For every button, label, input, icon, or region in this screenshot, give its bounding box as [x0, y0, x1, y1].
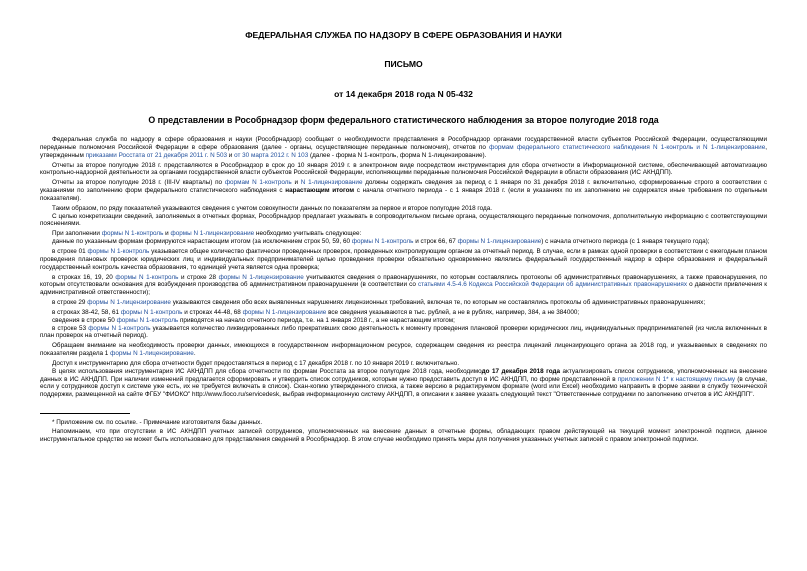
paragraph-2: Отчеты за второе полугодие 2018 г. представляются в Рособрнадзор в срок до 10 января 2019 г. в электронном виде посредством инструментария для сбора отчетности в Информационной системе, обеспечивающей автоматизацию контрольно-надзорной деятельности за органами государственной власти субъектов Российской Федерации, исполняющими переданные полномочия Российской Федерации в области образования (ИС АКНДПП). — [40, 161, 767, 177]
bold-cumulative: нарастающим итогом — [285, 187, 355, 195]
link-form-1-control[interactable]: формы N 1-контроль — [116, 316, 179, 324]
paragraph-8: в строке 01 формы N 1-контроль указывается общее количество фактически проведенных проверок, проведенных контролирующим органом за отчетный период. В случае, если в рамках одной проверки в соответствии с ежегодным планом проведения плановых проверок юридических лиц и индивидуальных предпринимателей целью проведения проверки обязательно одновременно являлись федеральный государственный надзор в сфере образования и федеральный государственный контроль качества образования, то единицей учета является одна проверка; — [40, 247, 767, 271]
link-form-1-control[interactable]: формы N 1-контроль — [351, 238, 414, 246]
link-form-1-licensing[interactable]: формы N 1-лицензирование — [170, 230, 255, 238]
footnote-1: * Приложение см. по ссылке. - Примечание изготовителя базы данных. — [52, 419, 263, 427]
paragraph-4: Таким образом, по ряду показателей указываются сведения с учетом совокупности данных по показателям за первое и второе полугодие 2018 года. — [52, 204, 492, 212]
paragraph-12: сведения в строке 50 формы N 1-контроль приводятся на начало отчетного периода, т.е. на 1 января 2018 г., а не нарастающим итогом; — [52, 316, 455, 324]
link-form-1-control[interactable]: формам N 1-контроль — [224, 179, 292, 187]
link-form-1-control[interactable]: формы N 1-контроль — [87, 247, 150, 255]
paragraph-10: в строке 29 формы N 1-лицензирование указываются сведения обо всех выявленных нарушениях лицензионных требований, включая те, по которым не составлялись протоколы об административных правонарушениях; — [52, 299, 706, 307]
paragraph-16: В целях использования инструментария ИС АКНДПП для сбора отчетности по формам Росстата за второе полугодие 2018 года, необходимодо 17 декабря 2018 года актуализировать список сотрудников, уполномоченных на внесение данных в ИС АКНДПП. При наличии изменений предлагается сформировать и утвердить список сотрудников, которым нужно предоставить доступ в ИС АКНДПП, по форме представленной в приложении N 1* к настоящему письму (в случае, если у сотрудников доступ к системе уже есть, их не требуется включать в список). Скан-копию утвержденного списка, а также версию в редактируемом формате (word или Excel) необходимо направить в форме заявки в службу технической поддержки, размещенной на сайте ФГБУ "ФИОКО" http://www.fioco.ru/servicedesk, выбрав информационную систему АКНДПП, в описании к заявке указать следующий текст "Ответственные сотрудники по заполнению отчетов в ИС АКНДПП". — [40, 367, 767, 399]
link-appendix-1[interactable]: приложении N 1* к настоящему письму — [617, 375, 736, 383]
link-form-1-control[interactable]: формы N 1-контроль — [101, 230, 164, 238]
link-koap-articles[interactable]: статьями 4.5-4.6 Кодекса Российской Федерации об административных правонарушениях — [417, 281, 688, 289]
letter-body — [40, 136, 767, 399]
footnote-2: Напоминаем, что при отсутствии в ИС АКНДПП учетных записей сотрудников, уполномоченных на внесение данных в отчетные формы, обладающих правом действующей на текущий момент электронной подписи, данное инструментальное средство не может быть использовано для представления сведений в Рособрнадзор. В этом случае необходимо принять меры для получения указанных учетных записей с правом электронной подписи. — [40, 428, 767, 443]
paragraph-15: Доступ к инструментарию для сбора отчетности будет предоставляться в период с 17 декабря 2018 г. по 10 января 2019 г. включительно. — [52, 359, 460, 367]
paragraph-1: Федеральная служба по надзору в сфере образования и науки (Рособрнадзор) сообщает о необходимости представления в Рособрнадзор органами государственной власти субъектов Российской Федерации, осуществляющими переданные полномочия Российской Федерации в сфере образования (далее - органы, осуществляющие переданные полномочия), отчетов по формам федерального статистического наблюдения N 1-контроль и N 1-лицензирование, утвержденным приказами Росстата от 21 декабря 2011 г. N 503 и от 30 марта 2012 г. N 103 (далее - форма N 1-контроль, форма N 1-лицензирование). — [40, 136, 767, 159]
link-rosstat-order-503[interactable]: приказами Росстата от 21 декабря 2011 г. N 503 — [85, 151, 227, 159]
link-forms-statistical[interactable]: формам федерального статистического наблюдения N 1-контроль и N 1-лицензирование — [489, 143, 766, 151]
link-form-1-licensing[interactable]: формы N 1-лицензирование — [110, 350, 194, 358]
agency-name: ФЕДЕРАЛЬНАЯ СЛУЖБА ПО НАДЗОРУ В СФЕРЕ ОБРАЗОВАНИЯ И НАУКИ — [245, 30, 562, 40]
bold-deadline: до 17 декабря 2018 года — [481, 367, 561, 375]
paragraph-5: С целью конкретизации сведений, заполняемых в отчетных формах, Рособрнадзор предлагает указывать в сопроводительном письме органа, осуществляющего переданные полномочия, дополнительную информацию с соответствующими пояснениями. — [40, 212, 767, 228]
paragraph-11: в строках 38-42, 58, 61 формы N 1-контроль и строках 44-48, 68 формы N 1-лицензирование все сведения указываются в тыс. рублей, а не в рублях, например, 384, а не 384000; — [52, 308, 580, 316]
link-form-1-control[interactable]: формы N 1-контроль — [120, 308, 183, 316]
doc-type: ПИСЬМО — [384, 59, 423, 69]
link-form-1-control[interactable]: формы N 1-контроль — [88, 324, 151, 332]
footnote-divider — [40, 413, 130, 414]
link-form-1-licensing[interactable]: N 1-лицензирование — [300, 179, 363, 187]
doc-subject: О представлении в Рособрнадзор форм федерального статистического наблюдения за второе полугодие 2018 года — [148, 115, 659, 125]
link-form-1-licensing[interactable]: формы N 1-лицензирование — [218, 273, 304, 281]
link-form-1-licensing[interactable]: формы N 1-лицензирование — [242, 308, 327, 316]
paragraph-9: в строках 16, 19, 20 формы N 1-контроль и строке 28 формы N 1-лицензирование учитываются сведения о правонарушениях, по которым составлялись протоколы об административных правонарушениях, а также правонарушения, по которым отсутствовали основания для возбуждения производства об административном правонарушении (в соответствии со статьями 4.5-4.6 Кодекса Российской Федерации об административных правонарушениях о давности привлечения к административной ответственности); — [40, 273, 767, 297]
link-form-1-licensing[interactable]: формы N 1-лицензирование — [457, 238, 542, 246]
link-form-1-control[interactable]: формы N 1-контроль — [115, 273, 179, 281]
paragraph-13: в строке 53 формы N 1-контроль указывается количество ликвидированных либо прекративших свою деятельность к моменту проведения плановой проверки юридических лиц, индивидуальных предпринимателей (из числа включенных в план проверок на отчетный период). — [40, 324, 767, 340]
doc-date-number: от 14 декабря 2018 года N 05-432 — [334, 89, 473, 99]
link-rosstat-order-103[interactable]: от 30 марта 2012 г. N 103 — [234, 151, 309, 159]
link-form-1-licensing[interactable]: формы N 1-лицензирование — [87, 299, 171, 307]
footnotes — [40, 419, 767, 444]
paragraph-7: данные по указанным формам формируются нарастающим итогом (за исключением строк 50, 59, 60 формы N 1-контроль и строк 66, 67 формы N 1-лицензирование) с начала отчетного периода (с 1 января текущего года); — [52, 238, 710, 246]
paragraph-6: При заполнении формы N 1-контроль и формы N 1-лицензирование необходимо учитывать следующее: — [52, 230, 362, 238]
paragraph-3: Отчеты за второе полугодие 2018 г. (III-IV кварталы) по формам N 1-контроль и N 1-лицензирование должны содержать сведения за период с 1 января по 31 декабря 2018 г. включительно, сформированные строго в соответствии с указаниями по заполнению форм федерального статистического наблюдения с нарастающим итогом с начала отчетного периода - с 1 января 2018 г. (если в указаниях по их заполнению не содержатся иные требования по отдельным показателям). — [40, 179, 768, 202]
paragraph-14: Обращаем внимание на необходимость проверки данных, имеющихся в государственном информационном ресурсе, содержащем сведения из реестра лицензий лицензирующего органа за 2018 год, и указываемых в сведениях по показателям раздела 1 формы N 1-лицензирование. — [40, 342, 767, 358]
